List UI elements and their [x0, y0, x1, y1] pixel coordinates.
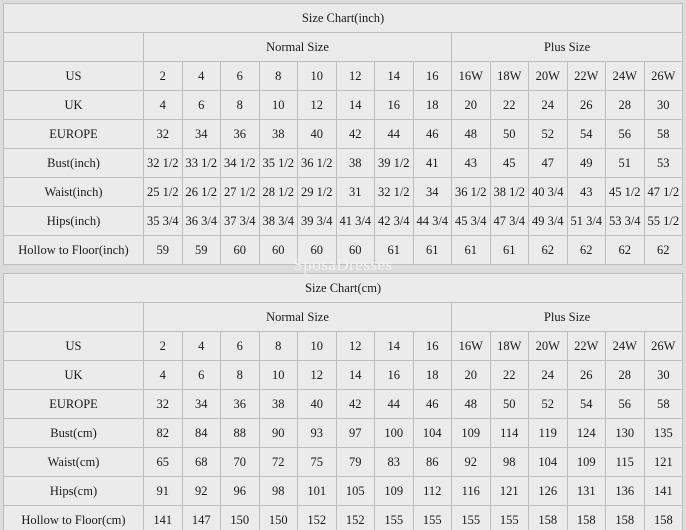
table-cell: 68 [182, 448, 221, 477]
table-title-row [4, 4, 683, 33]
table-cell: 6 [221, 62, 260, 91]
table-cell: 49 [567, 149, 606, 178]
table-cell: 53 3/4 [606, 207, 645, 236]
table-cell: 8 [221, 91, 260, 120]
table-cell: 26W [644, 332, 683, 361]
table-cell: 62 [644, 236, 683, 265]
table-cell: 52 [529, 120, 568, 149]
table-cell: 141 [144, 506, 183, 530]
table-cell: 34 [182, 390, 221, 419]
size-chart-cm [3, 273, 683, 530]
table-cell: 43 [452, 149, 491, 178]
table-cell: 18 [413, 91, 452, 120]
table-cell: 34 1/2 [221, 149, 260, 178]
table-cell: 91 [144, 477, 183, 506]
table-cell: 36 1/2 [452, 178, 491, 207]
table-row [4, 361, 683, 390]
table-cell: 50 [490, 390, 529, 419]
table-cell: 60 [298, 236, 337, 265]
table-cell: 32 1/2 [375, 178, 414, 207]
table-cell: 44 [375, 120, 414, 149]
group-header-plus: Plus Size [452, 303, 683, 332]
table-cell: 83 [375, 448, 414, 477]
table-cell: 28 [606, 91, 645, 120]
table-cell: 158 [529, 506, 568, 530]
table-cell: 10 [259, 361, 298, 390]
table-cell: 135 [644, 419, 683, 448]
table-cell: 14 [375, 332, 414, 361]
row-label: Hollow to Floor(cm) [4, 506, 144, 530]
table-cell: 16W [452, 62, 491, 91]
table-cell: 38 3/4 [259, 207, 298, 236]
table-cell: 82 [144, 419, 183, 448]
table-cell: 62 [567, 236, 606, 265]
table-cell: 52 [529, 390, 568, 419]
table-cell: 51 3/4 [567, 207, 606, 236]
row-label: Hollow to Floor(inch) [4, 236, 144, 265]
table-cell: 24 [529, 91, 568, 120]
table-cell: 32 1/2 [144, 149, 183, 178]
table-cell: 43 [567, 178, 606, 207]
row-label: Waist(inch) [4, 178, 144, 207]
table-cell: 22 [490, 91, 529, 120]
table-cell: 22W [567, 332, 606, 361]
table-cell: 61 [490, 236, 529, 265]
table-cell: 48 [452, 390, 491, 419]
table-cell: 36 [221, 120, 260, 149]
table-cell: 44 3/4 [413, 207, 452, 236]
table-cell: 61 [413, 236, 452, 265]
table-cell: 59 [144, 236, 183, 265]
table-cell: 30 [644, 91, 683, 120]
table-cell: 34 [413, 178, 452, 207]
table-cell: 38 [259, 390, 298, 419]
table-row [4, 332, 683, 361]
table-cell: 46 [413, 120, 452, 149]
row-label: UK [4, 361, 144, 390]
table-cell: 61 [375, 236, 414, 265]
table-cell: 40 [298, 120, 337, 149]
table-cell: 26 [567, 91, 606, 120]
table-cell: 6 [182, 91, 221, 120]
table-cell: 114 [490, 419, 529, 448]
table-cell: 48 [452, 120, 491, 149]
table-row [4, 62, 683, 91]
table-cell: 24W [606, 62, 645, 91]
table-cell: 97 [336, 419, 375, 448]
table-row [4, 448, 683, 477]
table-cell: 84 [182, 419, 221, 448]
table-cell: 60 [221, 236, 260, 265]
table-cell: 155 [375, 506, 414, 530]
table-cell: 2 [144, 332, 183, 361]
table-cell: 16W [452, 332, 491, 361]
table-cell: 45 3/4 [452, 207, 491, 236]
table-cell: 20W [529, 62, 568, 91]
table-cell: 79 [336, 448, 375, 477]
table-cell: 35 3/4 [144, 207, 183, 236]
table-cell: 101 [298, 477, 337, 506]
table-cell: 150 [259, 506, 298, 530]
table-cell: 16 [413, 332, 452, 361]
table-cell: 18 [413, 361, 452, 390]
table-row [4, 390, 683, 419]
table-cell: 36 1/2 [298, 149, 337, 178]
table-cell: 150 [221, 506, 260, 530]
table-group-row [4, 303, 683, 332]
table-row [4, 120, 683, 149]
row-label: Hips(cm) [4, 477, 144, 506]
table-cell: 90 [259, 419, 298, 448]
table-cell: 130 [606, 419, 645, 448]
table-cell: 60 [336, 236, 375, 265]
table-cell: 44 [375, 390, 414, 419]
table-cell: 70 [221, 448, 260, 477]
table-cell: 98 [490, 448, 529, 477]
table-cell: 56 [606, 120, 645, 149]
table-cell: 10 [298, 332, 337, 361]
table-cell: 2 [144, 62, 183, 91]
table-cell: 10 [298, 62, 337, 91]
table-cell: 8 [259, 332, 298, 361]
table-cell: 22 [490, 361, 529, 390]
table-cell: 41 [413, 149, 452, 178]
table-cell: 109 [375, 477, 414, 506]
watermark: SposaDresses [293, 255, 393, 274]
table-cell: 115 [606, 448, 645, 477]
table-cell: 42 3/4 [375, 207, 414, 236]
table-cell: 147 [182, 506, 221, 530]
table-cell: 121 [644, 448, 683, 477]
corner-cell [4, 303, 144, 332]
table-cell: 26W [644, 62, 683, 91]
table-cell: 104 [413, 419, 452, 448]
table-cell: 59 [182, 236, 221, 265]
table-cell: 40 3/4 [529, 178, 568, 207]
table-cell: 96 [221, 477, 260, 506]
table-cell: 32 [144, 390, 183, 419]
table-cell: 51 [606, 149, 645, 178]
table-row [4, 477, 683, 506]
row-label: US [4, 62, 144, 91]
table-row [4, 506, 683, 530]
table-cell: 12 [298, 361, 337, 390]
table-cell: 14 [375, 62, 414, 91]
table-cell: 86 [413, 448, 452, 477]
table-row [4, 149, 683, 178]
table-cell: 4 [144, 361, 183, 390]
table-cell: 100 [375, 419, 414, 448]
table-row [4, 178, 683, 207]
row-label: EUROPE [4, 120, 144, 149]
table-cell: 42 [336, 120, 375, 149]
table-cell: 26 [567, 361, 606, 390]
table-cell: 20 [452, 361, 491, 390]
table-cell: 109 [567, 448, 606, 477]
table-cell: 88 [221, 419, 260, 448]
table-cell: 58 [644, 390, 683, 419]
table-cell: 39 3/4 [298, 207, 337, 236]
table-cell: 119 [529, 419, 568, 448]
table-cell: 28 [606, 361, 645, 390]
table-title-row [4, 274, 683, 303]
table-cell: 33 1/2 [182, 149, 221, 178]
table-cell: 4 [182, 332, 221, 361]
table-cell: 121 [490, 477, 529, 506]
table-cell: 38 [259, 120, 298, 149]
table-cell: 36 3/4 [182, 207, 221, 236]
table-cell: 54 [567, 120, 606, 149]
table-cell: 35 1/2 [259, 149, 298, 178]
table-cell: 41 3/4 [336, 207, 375, 236]
table-cell: 45 [490, 149, 529, 178]
table-cell: 47 3/4 [490, 207, 529, 236]
table-cell: 42 [336, 390, 375, 419]
table-cell: 158 [567, 506, 606, 530]
table-cell: 104 [529, 448, 568, 477]
table-cell: 38 1/2 [490, 178, 529, 207]
row-label: Bust(cm) [4, 419, 144, 448]
table-cell: 24 [529, 361, 568, 390]
table-cell: 92 [452, 448, 491, 477]
group-header-normal: Normal Size [144, 33, 452, 62]
table-cell: 38 [336, 149, 375, 178]
table-cell: 65 [144, 448, 183, 477]
table-cell: 55 1/2 [644, 207, 683, 236]
table-cell: 61 [452, 236, 491, 265]
table-cell: 14 [336, 361, 375, 390]
table-cell: 27 1/2 [221, 178, 260, 207]
table-cell: 62 [606, 236, 645, 265]
table-cell: 12 [298, 91, 337, 120]
table-cell: 93 [298, 419, 337, 448]
row-label: EUROPE [4, 390, 144, 419]
table-cell: 37 3/4 [221, 207, 260, 236]
table-cell: 54 [567, 390, 606, 419]
table-group-row [4, 33, 683, 62]
table-cell: 16 [375, 91, 414, 120]
row-label: Waist(cm) [4, 448, 144, 477]
table-cell: 20 [452, 91, 491, 120]
table-cell: 155 [490, 506, 529, 530]
table-cell: 116 [452, 477, 491, 506]
table-cell: 53 [644, 149, 683, 178]
table-cell: 62 [529, 236, 568, 265]
table-cell: 16 [413, 62, 452, 91]
size-table [3, 273, 683, 530]
table-cell: 4 [182, 62, 221, 91]
table-cell: 20W [529, 332, 568, 361]
table-cell: 60 [259, 236, 298, 265]
table-cell: 31 [336, 178, 375, 207]
table-cell: 126 [529, 477, 568, 506]
table-cell: 50 [490, 120, 529, 149]
table-cell: 56 [606, 390, 645, 419]
group-header-normal: Normal Size [144, 303, 452, 332]
table-cell: 28 1/2 [259, 178, 298, 207]
chart-title: Size Chart(inch) [4, 4, 683, 33]
table-cell: 45 1/2 [606, 178, 645, 207]
table-cell: 14 [336, 91, 375, 120]
table-cell: 18W [490, 62, 529, 91]
table-cell: 47 1/2 [644, 178, 683, 207]
row-label: Hips(inch) [4, 207, 144, 236]
table-cell: 40 [298, 390, 337, 419]
table-cell: 47 [529, 149, 568, 178]
table-cell: 158 [606, 506, 645, 530]
group-header-plus: Plus Size [452, 33, 683, 62]
table-cell: 141 [644, 477, 683, 506]
table-cell: 98 [259, 477, 298, 506]
table-cell: 6 [221, 332, 260, 361]
table-cell: 124 [567, 419, 606, 448]
table-cell: 58 [644, 120, 683, 149]
row-label: US [4, 332, 144, 361]
size-table [3, 3, 683, 265]
table-cell: 105 [336, 477, 375, 506]
table-cell: 22W [567, 62, 606, 91]
table-cell: 158 [644, 506, 683, 530]
table-cell: 24W [606, 332, 645, 361]
table-cell: 16 [375, 361, 414, 390]
table-cell: 152 [298, 506, 337, 530]
table-cell: 152 [336, 506, 375, 530]
table-cell: 4 [144, 91, 183, 120]
table-cell: 26 1/2 [182, 178, 221, 207]
corner-cell [4, 33, 144, 62]
table-row [4, 91, 683, 120]
table-cell: 6 [182, 361, 221, 390]
chart-title: Size Chart(cm) [4, 274, 683, 303]
table-cell: 8 [259, 62, 298, 91]
table-cell: 72 [259, 448, 298, 477]
table-cell: 18W [490, 332, 529, 361]
size-chart-inch [3, 3, 683, 265]
table-cell: 155 [452, 506, 491, 530]
table-cell: 12 [336, 62, 375, 91]
table-cell: 10 [259, 91, 298, 120]
row-label: Bust(inch) [4, 149, 144, 178]
row-label: UK [4, 91, 144, 120]
table-cell: 155 [413, 506, 452, 530]
table-cell: 109 [452, 419, 491, 448]
table-cell: 92 [182, 477, 221, 506]
table-cell: 131 [567, 477, 606, 506]
table-cell: 12 [336, 332, 375, 361]
table-cell: 75 [298, 448, 337, 477]
table-row [4, 207, 683, 236]
table-cell: 29 1/2 [298, 178, 337, 207]
table-cell: 8 [221, 361, 260, 390]
table-cell: 46 [413, 390, 452, 419]
table-cell: 36 [221, 390, 260, 419]
table-cell: 112 [413, 477, 452, 506]
table-cell: 39 1/2 [375, 149, 414, 178]
table-cell: 32 [144, 120, 183, 149]
table-cell: 25 1/2 [144, 178, 183, 207]
table-row [4, 236, 683, 265]
table-cell: 30 [644, 361, 683, 390]
table-cell: 49 3/4 [529, 207, 568, 236]
table-cell: 34 [182, 120, 221, 149]
table-row [4, 419, 683, 448]
table-cell: 136 [606, 477, 645, 506]
